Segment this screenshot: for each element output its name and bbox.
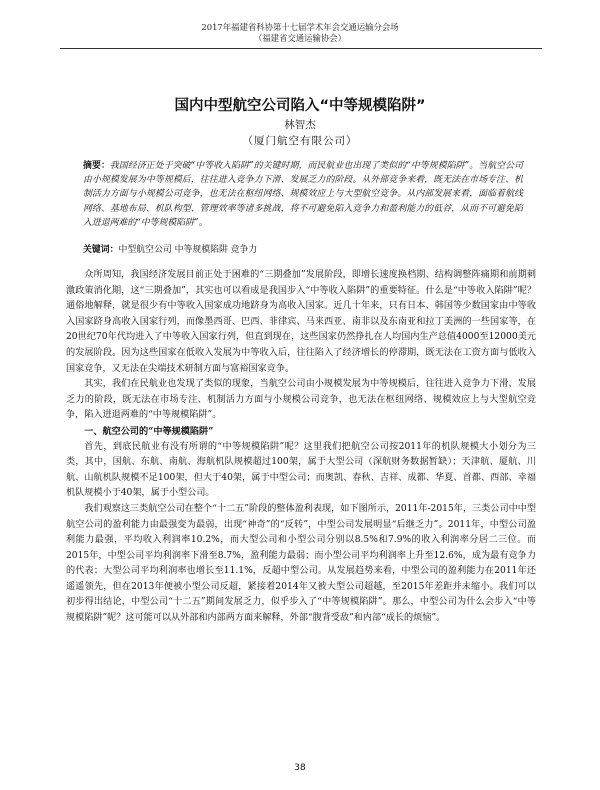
keywords-label: 关键词： (83, 245, 119, 255)
page-number: 38 (294, 763, 306, 773)
body-text (66, 268, 536, 627)
paper-title: 国内中型航空公司陷入“中等规模陷阱” (174, 98, 426, 114)
keywords-text: 中型航空公司 中等规模陷阱 竞争力 (118, 245, 258, 255)
header-line-1: 2017年福建省科协第十七届学术年会交通运输分会场 (201, 22, 399, 32)
header-line-2: （福建省交通运输协会） (253, 33, 347, 43)
author-affiliation: （厦门航空有限公司） (242, 135, 358, 147)
abstract-text: 我国经济正处于突破“中等收入陷阱”的关键时期，而民航业也出现了类似的“中等规模陷阱”。当航空公司由小规模发展为中等规模后，往往进入竞争力下滑、发展乏力的阶段。从外部竞争来看，既无法在市场专注、机制活力方面与小规模公司竞争，也无法在枢纽网络、规模效应上与大型航空竞争。从内部发展来看，面临着航线网络、基地布局、机队构型、管理效率等诸多挑战，将不可避免陷入竞争力和盈利能力的低谷，从而不可避免陷入进退两难的“中等规模陷阱”。 (83, 161, 524, 228)
paragraph: 我们观察这三类航空公司在整个“十二五”阶段的整体盈利表现，如下图所示，2011年-2015年，三类公司中中型航空公司的盈利能力由最强变为最弱，出现“神奇”的“反转”，中型公司发展明显“后继乏力”。2011年，中型公司盈利能力最强，平均收入利润率10.2%，而大型公司和小型公司分别以8.5%和7.9%的收入利润率分居二三位。而2015年，中型公司平均利润率下滑至8.7%，盈利能力最弱；而小型公司平均利润率上升至12.6%，成为最有竞争力的代表；大型公司平均利润率也增长至11.1%，反超中型公司。从发展趋势来看，中型公司的盈利能力在2011年还遥遥领先，但在2013年便被小型公司反超，紧接着2014年又被大型公司超越，至2015年差距并未缩小。我们可以初步得出结论，中型公司“十二五”期间发展乏力，似乎步入了“中等规模陷阱”。那么，中型公司为什么会步入“中等规模陷阱”呢？这可能可以从外部和内部两方面来解释，外部“腹背受敌”和内部“成长的烦恼”。 (66, 503, 536, 624)
abstract (83, 159, 523, 230)
paragraph: 其实，我们在民航业也发现了类似的现象，当航空公司由小规模发展为中等规模后，往往进入竞争力下滑、发展乏力的阶段，既无法在市场专注、机制活力方面与小规模公司竞争，也无法在枢纽网络、规模效应上与大型航空竞争，陷入进退两难的“中等规模陷阱”。 (66, 379, 536, 421)
paragraph: 首先，到底民航业有没有所谓的“中等规模陷阱”呢？这里我们把航空公司按2011年的机队规模大小划分为三类，其中，国航、东航、南航、海航机队规模超过100架，属于大型公司（深航财务数据暂缺）；天津航、厦航、川航、山航机队规模不足100架，但大于40架，属于中型公司；而奥凯、春秋、吉祥、成都、华夏、首都、西部、幸福机队规模小于40架，属于小型公司。 (66, 441, 536, 499)
paragraph: 众所周知，我国经济发展目前正处于困难的“三期叠加”发展阶段，即增长速度换档期、结构调整阵痛期和前期刺激政策消化期，这“三期叠加”，其实也可以看成是我国步入“中等收入陷阱”的重要特征。什么是“中等收入陷阱”呢？通俗地解释，就是很少有中等收入国家成功地跻身为高收入国家。近几十年来，只有日本、韩国等少数国家由中等收入国家跻身高收入国家行列，而像墨西哥、巴西、菲律宾、马来西亚、南非以及东南亚和拉丁美洲的一些国家等，在20世纪70年代均进入了中等收入国家行列，但直到现在，这些国家仍然挣扎在人均国内生产总值4000至12000美元的发展阶段。因为这些国家在低收入发展为中等收入后，往往陷入了经济增长的停滞期，既无法在工资方面与低收入国家竞争，又无法在尖端技术研制方面与富裕国家竞争。 (66, 270, 536, 374)
author-name: 林智杰 (284, 119, 316, 131)
keywords (83, 244, 523, 256)
header-rule (60, 48, 542, 49)
section-heading: 一、航空公司的“中等规模陷阱” (84, 425, 214, 437)
abstract-label: 摘要： (83, 161, 110, 171)
running-header (0, 22, 600, 44)
